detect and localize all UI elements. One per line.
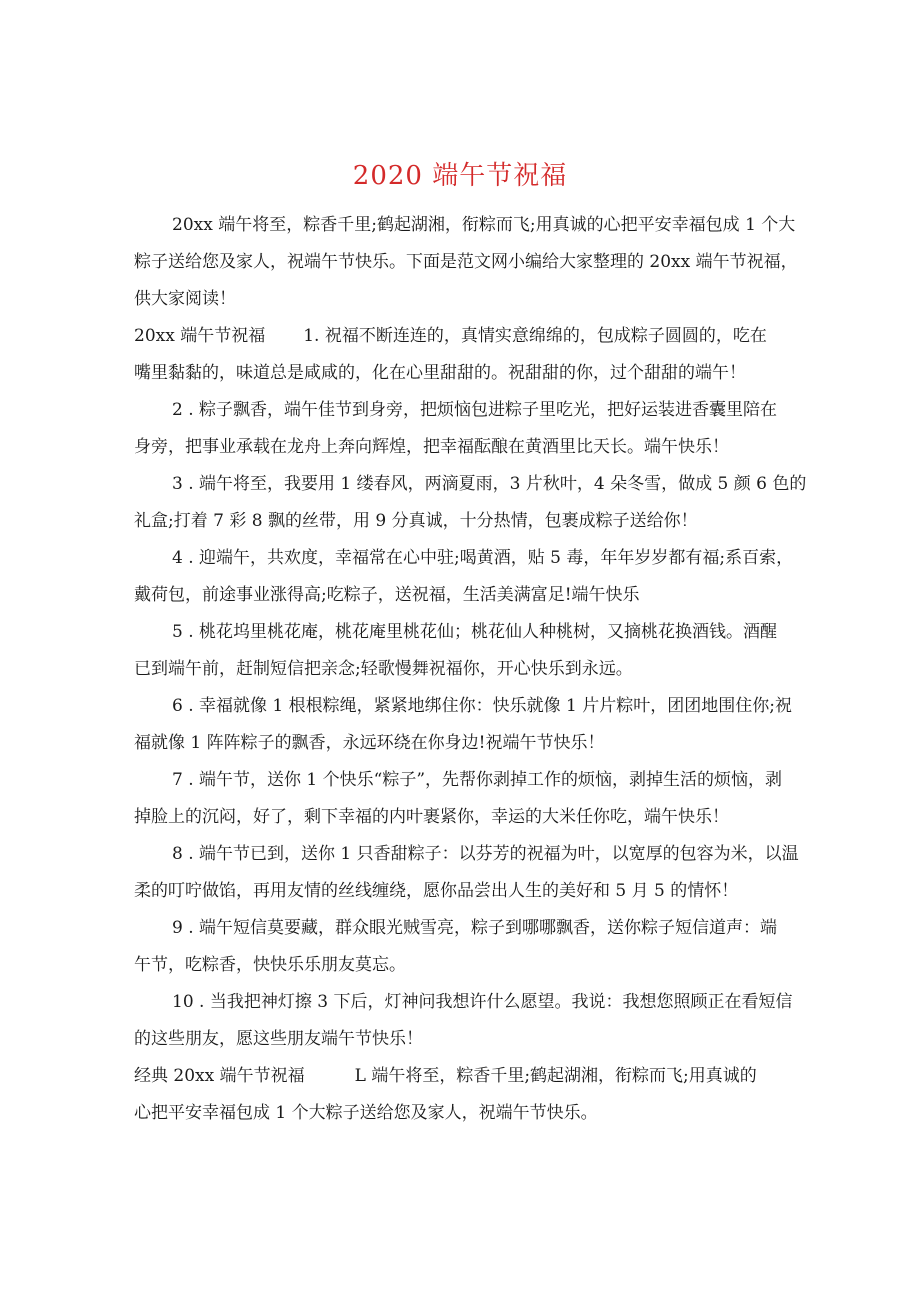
text-line: 柔的叮咛做馅，再用友情的丝线缠绕，愿你品尝出人生的美好和 5 月 5 的情怀！ [134,881,739,901]
text-line: 已到端午前，赶制短信把亲念;轻歌慢舞祝福你，开心快乐到永远。 [134,659,633,679]
text-line: 3 . 端午将至，我要用 1 缕春风，两滴夏雨，3 片秋叶，4 朵冬雪，做成 5 颜 6 色的 [172,474,807,494]
section-heading-line [134,324,767,348]
text-line: 戴荷包，前途事业涨得高;吃粽子，送祝福，生活美满富足!端午快乐 [134,585,640,605]
text-line: L 端午将至，粽香千里;鹤起湖湘，衔粽而飞;用真诚的 [354,1066,757,1086]
text-line: 心把平安幸福包成 1 个大粽子送给您及家人，祝端午节快乐。 [134,1103,598,1123]
text-line: 20xx 端午将至，粽香千里;鹤起湖湘，衔粽而飞;用真诚的心把平安幸福包成 1 个大 [172,215,796,235]
text-line: 嘴里黏黏的，味道总是咸咸的，化在心里甜甜的。祝甜甜的你，过个甜甜的端午！ [134,363,746,383]
text-line: 的这些朋友，愿这些朋友端午节快乐！ [134,1029,423,1049]
text-line: 10 . 当我把神灯擦 3 下后，灯神问我想许什么愿望。我说：我想您照顾正在看短信 [172,992,793,1012]
text-line: 7 . 端午节，送你 1 个快乐“粽子”，先帮你剥掉工作的烦恼，剥掉生活的烦恼，剥 [172,770,783,790]
text-line: 1. 祝福不断连连的，真情实意绵绵的，包成粽子圆圆的，吃在 [303,326,767,346]
text-line: 供大家阅读！ [134,289,236,309]
text-line: 8 . 端午节已到，送你 1 只香甜粽子：以芬芳的祝福为叶，以宽厚的包容为米，以温 [172,844,799,864]
text-line: 午节，吃粽香，快快乐乐朋友莫忘。 [134,955,406,975]
text-line: 2 . 粽子飘香，端午佳节到身旁，把烦恼包进粽子里吃光，把好运装进香囊里陪在 [172,400,778,420]
text-line: 5 . 桃花坞里桃花庵，桃花庵里桃花仙；桃花仙人种桃树，又摘桃花换酒钱。酒醒 [172,622,778,642]
text-line: 身旁，把事业承载在龙舟上奔向辉煌，把幸福酝酿在黄酒里比天长。端午快乐！ [134,437,729,457]
section-heading: 20xx 端午节祝福 [134,326,266,346]
section-heading: 经典 20xx 端午节祝福 [134,1066,305,1086]
document-title: 2020 端午节祝福 [352,161,568,191]
text-line: 礼盒;打着 7 彩 8 飘的丝带，用 9 分真诚，十分热情，包裹成粽子送给你！ [134,511,698,531]
text-line: 6 . 幸福就像 1 根根粽绳，紧紧地绑住你：快乐就像 1 片片粽叶，团团地围住你;祝 [172,696,793,716]
text-line: 福就像 1 阵阵粽子的飘香，永远环绕在你身边!祝端午节快乐！ [134,733,605,753]
text-line: 掉脸上的沉闷，好了，剩下幸福的内叶裹紧你，幸运的大米任你吃，端午快乐！ [134,807,729,827]
section-heading-line [134,1064,757,1088]
text-line: 粽子送给您及家人，祝端午节快乐。下面是范文网小编给大家整理的 20xx 端午节祝福， [134,252,798,272]
text-line: 4 . 迎端午，共欢度，幸福常在心中驻;喝黄酒，贴 5 毒，年年岁岁都有福;系百索， [172,548,794,568]
text-line: 9 . 端午短信莫要藏，群众眼光贼雪亮，粽子到哪哪飘香，送你粽子短信道声：端 [172,918,778,938]
